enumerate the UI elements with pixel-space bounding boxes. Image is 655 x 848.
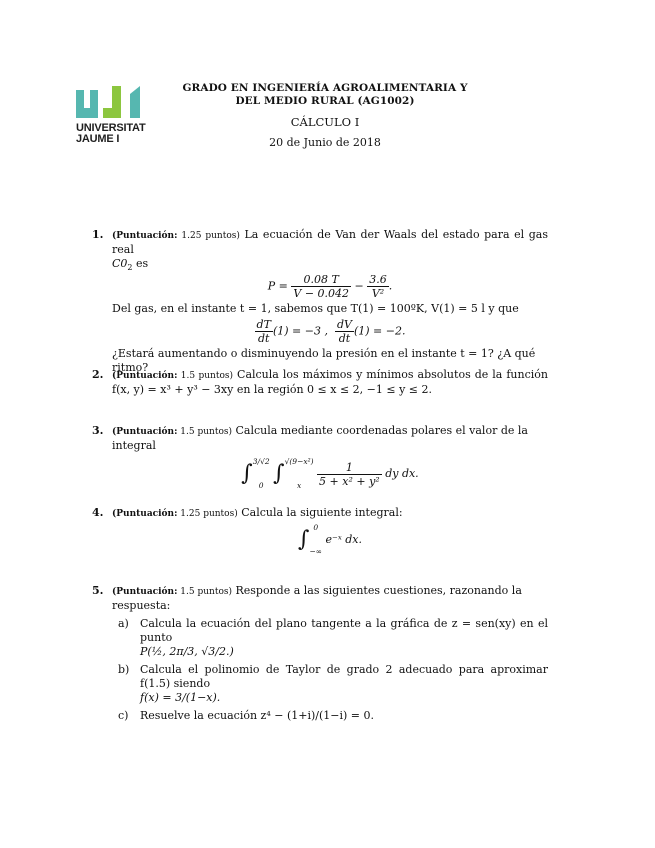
points-value: 1.5 puntos): [180, 371, 234, 381]
eq-den-2: V²: [371, 287, 385, 301]
question-4: [92, 506, 548, 559]
subquestion-a: [118, 617, 548, 659]
sub-text: Resuelve la ecuación z⁴ − (1+i)/(1−i) = 0.: [140, 709, 374, 722]
sub-text: Calcula la ecuación del plano tangente a la gráfica de z = sen(xy) en el punto: [140, 617, 548, 644]
points-label: (Puntuación:: [112, 231, 178, 241]
eq-num-1: 0.08 T: [291, 273, 351, 287]
logo-line-2: JAUME I: [76, 133, 120, 145]
exam-header: [150, 82, 500, 149]
question-number: 2.: [92, 368, 104, 381]
points-label: (Puntuación:: [112, 427, 178, 437]
university-logo: [76, 86, 156, 145]
points-label: (Puntuación:: [112, 509, 178, 519]
sub-function: f(x) = 3/(1−x).: [140, 691, 221, 704]
int-upper: 0: [313, 523, 319, 532]
eq-lhs: P =: [267, 279, 288, 293]
points-value: 1.5 puntos): [180, 587, 232, 597]
question-text-2: Del gas, en el instante t = 1, sabemos que T(1) = 100ºK, V(1) = 5 l y que: [112, 302, 519, 316]
integral-sign-icon: ∫: [273, 461, 285, 486]
gas-tail: es: [136, 257, 149, 270]
question-text: Calcula los máximos y mínimos absolutos de la función f(x, y) = x³ + y³ − 3xy en la región 0 ≤ x ≤ 2, −1 ≤ y ≤ 2.: [112, 368, 548, 396]
sub-label: c): [118, 709, 129, 722]
int1-upper: 3/√2: [252, 457, 270, 466]
integral-sign-icon: ∫: [298, 527, 310, 552]
logo-line-1: UNIVERSITAT: [76, 122, 146, 134]
question-number: 4.: [92, 506, 104, 519]
sub-point: P(½, 2π/3, √3/2.): [140, 645, 234, 658]
d1-val: (1) = −3 ,: [272, 324, 328, 338]
van-der-waals-equation: [112, 273, 548, 300]
course-title: CÁLCULO I: [290, 115, 360, 129]
question-5: [92, 584, 548, 723]
d2-num: dV: [336, 318, 352, 332]
uji-logo-icon: [76, 86, 156, 120]
integrand-den: 5 + x² + y²: [319, 474, 380, 488]
improper-integral: [112, 523, 548, 557]
eq-minus: −: [354, 279, 364, 293]
question-2: [92, 368, 548, 397]
points-value: 1.25 puntos): [181, 231, 240, 241]
question-text-3: ¿Estará aumentando o disminuyendo la presión en el instante t = 1? ¿A qué ritmo?: [112, 347, 536, 375]
d1-num: dT: [256, 318, 271, 332]
d1-den: dt: [258, 332, 270, 346]
question-number: 5.: [92, 584, 104, 597]
eq-den-1: V − 0.042: [293, 287, 350, 301]
points-label: (Puntuación:: [112, 371, 178, 381]
question-text: La ecuación de Van der Waals del estado para el gas real: [112, 228, 548, 256]
degree-title-line-2: DEL MEDIO RURAL (AG1002): [235, 95, 415, 107]
sub-label: b): [118, 663, 130, 676]
int-lower: −∞: [309, 547, 323, 556]
question-text: Calcula la siguiente integral:: [241, 506, 403, 519]
eq-num-2: 3.6: [369, 273, 387, 287]
points-value: 1.25 puntos): [180, 509, 238, 519]
sub-text: Calcula el polinomio de Taylor de grado 2 adecuado para aproximar f(1.5) siendo: [140, 663, 548, 690]
derivative-conditions: [112, 318, 548, 345]
exam-date: 20 de Junio de 2018: [269, 136, 381, 149]
question-3: [92, 424, 548, 493]
subquestion-b: [118, 663, 548, 705]
int2-upper: √(9−x²): [284, 457, 314, 466]
points-value: 1.5 puntos): [180, 427, 232, 437]
integrand-tail: dy dx.: [385, 467, 419, 480]
integrand: e⁻ˣ dx.: [325, 533, 362, 546]
degree-title-line-1: GRADO EN INGENIERÍA AGROALIMENTARIA Y: [182, 82, 468, 94]
question-text: Calcula mediante coordenadas polares el valor de la integral: [112, 424, 528, 452]
gas-subscript: 2: [127, 263, 133, 273]
integral-sign-icon: ∫: [241, 461, 253, 486]
integrand-num: 1: [317, 461, 382, 475]
int1-lower: 0: [258, 481, 264, 490]
sub-label: a): [118, 617, 129, 630]
d2-val: (1) = −2.: [353, 324, 406, 338]
double-integral: [112, 457, 548, 491]
d2-den: dt: [338, 332, 351, 346]
gas-formula: C0: [112, 257, 128, 270]
question-number: 3.: [92, 424, 104, 437]
points-label: (Puntuación:: [112, 587, 178, 597]
question-text: Responde a las siguientes cuestiones, razonando la respuesta:: [112, 584, 522, 612]
question-number: 1.: [92, 228, 104, 241]
eq-end: .: [388, 279, 393, 293]
question-1: [92, 228, 548, 375]
int2-lower: x: [296, 481, 302, 490]
subquestion-c: [118, 709, 548, 723]
